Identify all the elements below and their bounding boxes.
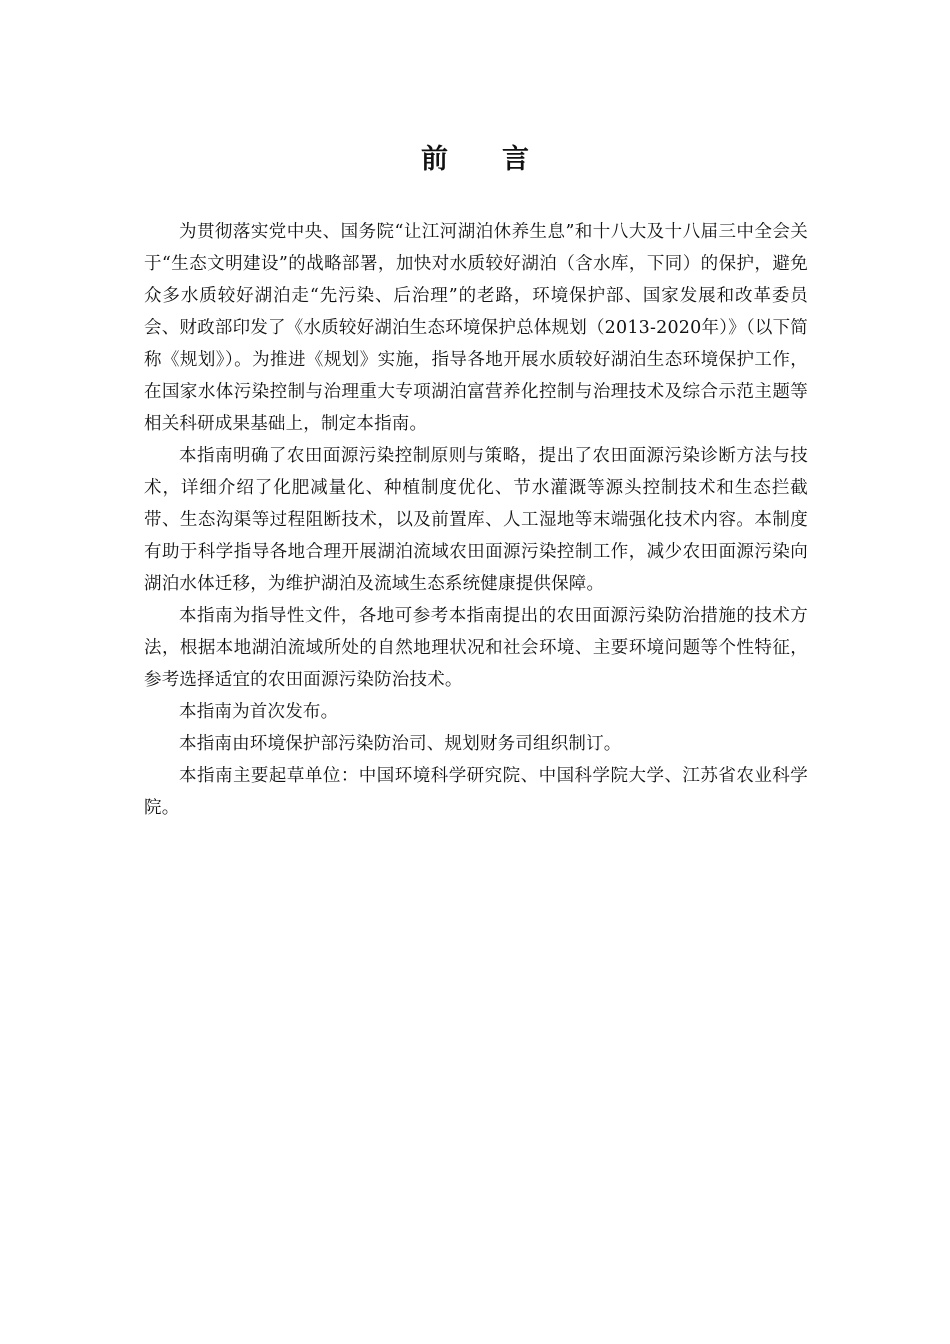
paragraph: 本指南明确了农田面源污染控制原则与策略，提出了农田面源污染诊断方法与技术，详细介绍了化肥减量化、种植制度优化、节水灌溉等源头控制技术和生态拦截带、生态沟渠等过程阻断技术，以及前置库、人工湿地等末端强化技术内容。本制度有助于科学指导各地合理开展湖泊流域农田面源污染控制工作，减少农田面源污染向湖泊水体迁移，为维护湖泊及流域生态系统健康提供保障。 bbox=[144, 446, 808, 594]
paragraph: 本指南为指导性文件，各地可参考本指南提出的农田面源污染防治措施的技术方法，根据本地湖泊流域所处的自然地理状况和社会环境、主要环境问题等个性特征，参考选择适宜的农田面源污染防治技术。 bbox=[144, 606, 808, 690]
document-body bbox=[144, 216, 808, 824]
paragraph: 本指南由环境保护部污染防治司、规划财务司组织制订。 bbox=[179, 734, 622, 754]
paragraph: 本指南主要起草单位：中国环境科学研究院、中国科学院大学、江苏省农业科学院。 bbox=[144, 766, 808, 818]
page-title: 前言 bbox=[421, 144, 583, 175]
paragraph: 为贯彻落实党中央、国务院“让江河湖泊休养生息”和十八大及十八届三中全会关于“生态文明建设”的战略部署，加快对水质较好湖泊（含水库，下同）的保护，避免众多水质较好湖泊走“先污染、后治理”的老路，环境保护部、国家发展和改革委员会、财政部印发了《水质较好湖泊生态环境保护总体规划（2013-2020年）》（以下简称《规划》）。为推进《规划》实施，指导各地开展水质较好湖泊生态环境保护工作，在国家水体污染控制与治理重大专项湖泊富营养化控制与治理技术及综合示范主题等相关科研成果基础上，制定本指南。 bbox=[144, 222, 808, 434]
paragraph: 本指南为首次发布。 bbox=[179, 702, 339, 722]
